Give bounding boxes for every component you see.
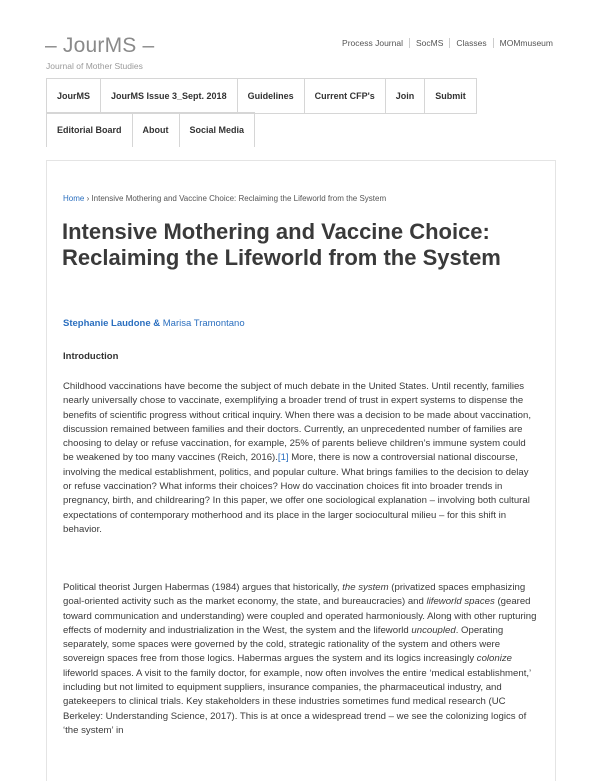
top-link-socms[interactable]: SocMS: [410, 38, 450, 48]
site-tagline: Journal of Mother Studies: [46, 61, 143, 71]
main-nav-row-2: [46, 112, 255, 147]
top-link-mommuseum[interactable]: MOMmuseum: [499, 38, 553, 48]
breadcrumb-separator: ›: [84, 194, 92, 203]
article-container: [46, 160, 556, 781]
body-paragraph: [63, 581, 539, 738]
breadcrumb-current: Intensive Mothering and Vaccine Choice: Reclaiming the Lifeworld from the System: [91, 194, 387, 203]
paragraph-text: lifeworld spaces. A visit to the family doctor, for example, now often involves the entire ‘medical establishment,’ including but not limited to equipment suppliers, insurance companies, the pharmaceutical industry, and gatekeepers to clinical trials. Key stakeholders in these industries sometimes fund medical research (UC Berkeley: Understanding Science, 2017). This is at once a widespread trend – we see the colonizing logics of ‘the system’ in: [63, 667, 531, 736]
article-title: Intensive Mothering and Vaccine Choice: Reclaiming the Lifeworld from the System: [62, 219, 501, 270]
emphasis-text: lifeworld spaces: [426, 596, 495, 608]
breadcrumb: [63, 194, 386, 203]
nav-item-social-media[interactable]: Social Media: [179, 113, 256, 147]
article-authors: [63, 318, 245, 329]
paragraph-text: . Operating separately, some spaces were governed by the cold, strategic rationality of the system and others were sovereign spaces free from those logics. Habermas argues the system and its logics increasingly: [63, 624, 504, 665]
paragraph-text: (geared toward communication and understanding) were coupled and operated harmoniously. Along with other rupturing effects of modernity and industrialization in the West, the system and the lifeworld: [63, 596, 537, 636]
paragraph-text: Political theorist Jurgen Habermas (1984) argues that historically,: [63, 582, 343, 593]
emphasis-text: the system: [342, 582, 389, 593]
nav-item-join[interactable]: Join: [385, 79, 425, 113]
emphasis-text: uncoupled: [411, 624, 456, 636]
nav-item-about[interactable]: About: [132, 113, 179, 147]
emphasis-text: colonize: [476, 653, 512, 665]
author-link-laudone[interactable]: Stephanie Laudone &: [63, 318, 161, 329]
paragraph-text: More, there is now a controversial national discourse, involving the medical establishment, politics, and popular culture. What brings families to the decision to delay or refuse vaccination? What informs their choices? How do vaccination choices fit into broader trends in pregnancy, birth, and childrearing? In this paper, we offer one sociological explanation – involving both cultural expectations of contemporary motherhood and its place in the larger sociocultural milieu – for this shift in behavior.: [63, 452, 530, 535]
nav-item-submit[interactable]: Submit: [424, 79, 477, 113]
body-paragraph: [63, 380, 539, 537]
top-link-process-journal[interactable]: Process Journal: [336, 38, 410, 48]
paragraph-text: (privatized spaces emphasizing goal-oriented activity such as the market economy, the state, and bureaucracies) and: [63, 582, 526, 608]
paragraph-text: Childhood vaccinations have become the subject of much debate in the United States. Until recently, families nearly universally chose to vaccinate, exemplifying a broader trend of trust in expert systems to dispense the benefits of scientific progress without critical inquiry. When there was a decision to be made about vaccination, discussion remained between families and their doctors. Currently, an unprecedented number of families are choosing to delay or refuse vaccination, for example, 25% of parents believe children’s immune system could be weakened by too many vaccines (Reich, 2016).: [63, 381, 532, 464]
top-links: [336, 38, 553, 48]
breadcrumb-home-link[interactable]: Home: [63, 194, 85, 203]
author-link-tramontano[interactable]: Marisa Tramontano: [162, 318, 245, 329]
site-title[interactable]: – JourMS –: [45, 34, 155, 57]
nav-item-current-cfps[interactable]: Current CFP's: [304, 79, 385, 113]
section-heading: Introduction: [63, 351, 119, 362]
nav-item-jourms[interactable]: JourMS: [46, 79, 100, 113]
top-link-classes[interactable]: Classes: [450, 38, 493, 48]
nav-item-issue-3[interactable]: JourMS Issue 3_Sept. 2018: [100, 79, 237, 113]
nav-item-editorial-board[interactable]: Editorial Board: [46, 113, 132, 147]
footnote-link[interactable]: [1]: [277, 452, 289, 464]
main-nav-row-1: [46, 78, 477, 114]
nav-item-guidelines[interactable]: Guidelines: [237, 79, 304, 113]
